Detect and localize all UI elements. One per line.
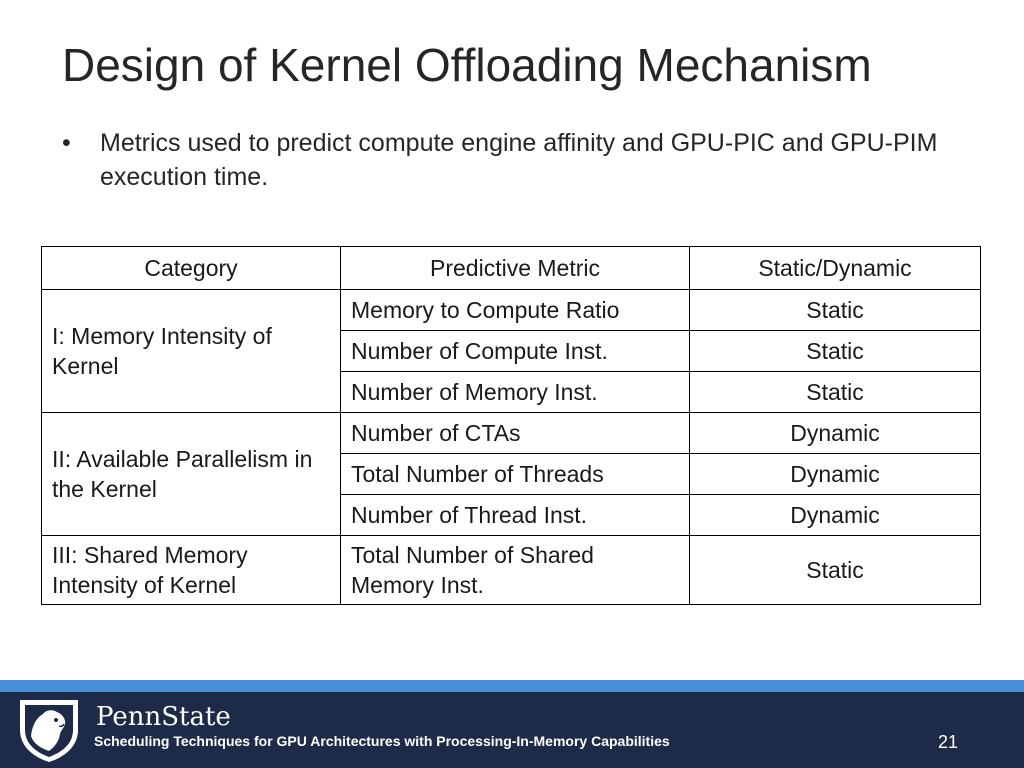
footer-subtitle: Scheduling Techniques for GPU Architectures with Processing-In-Memory Capabilities	[94, 733, 670, 749]
header-static-dynamic: Static/Dynamic	[690, 247, 981, 290]
footer-bar	[0, 692, 1024, 768]
category-cell: II: Available Parallelism in the Kernel	[42, 413, 341, 536]
type-cell: Static	[690, 290, 981, 331]
brand-wordmark: PennState	[96, 702, 231, 732]
metric-cell: Number of Thread Inst.	[341, 495, 690, 536]
table-header-row	[42, 247, 981, 290]
table-row	[42, 413, 981, 454]
page-number: 21	[938, 732, 959, 752]
category-cell: I: Memory Intensity of Kernel	[42, 290, 341, 413]
metric-cell: Total Number of Shared Memory Inst.	[341, 536, 690, 605]
metric-cell: Total Number of Threads	[341, 454, 690, 495]
slide-title: Design of Kernel Offloading Mechanism	[62, 39, 872, 91]
metrics-table	[41, 246, 981, 605]
type-cell: Static	[690, 536, 981, 605]
table-row	[42, 290, 981, 331]
table-row	[42, 536, 981, 605]
bullet-text: Metrics used to predict compute engine affinity and GPU-PIC and GPU-PIM execution time.	[100, 129, 938, 191]
header-category: Category	[42, 247, 341, 290]
type-cell: Static	[690, 331, 981, 372]
metric-cell: Number of CTAs	[341, 413, 690, 454]
type-cell: Dynamic	[690, 454, 981, 495]
footer-stripe	[0, 680, 1024, 692]
type-cell: Dynamic	[690, 495, 981, 536]
header-predictive-metric: Predictive Metric	[341, 247, 690, 290]
penn-state-shield-icon	[16, 696, 82, 764]
bullet-item	[62, 126, 962, 194]
type-cell: Static	[690, 372, 981, 413]
type-cell: Dynamic	[690, 413, 981, 454]
category-cell: III: Shared Memory Intensity of Kernel	[42, 536, 341, 605]
bullet-symbol: •	[62, 129, 71, 157]
metric-cell: Number of Memory Inst.	[341, 372, 690, 413]
metric-cell: Number of Compute Inst.	[341, 331, 690, 372]
metric-cell: Memory to Compute Ratio	[341, 290, 690, 331]
